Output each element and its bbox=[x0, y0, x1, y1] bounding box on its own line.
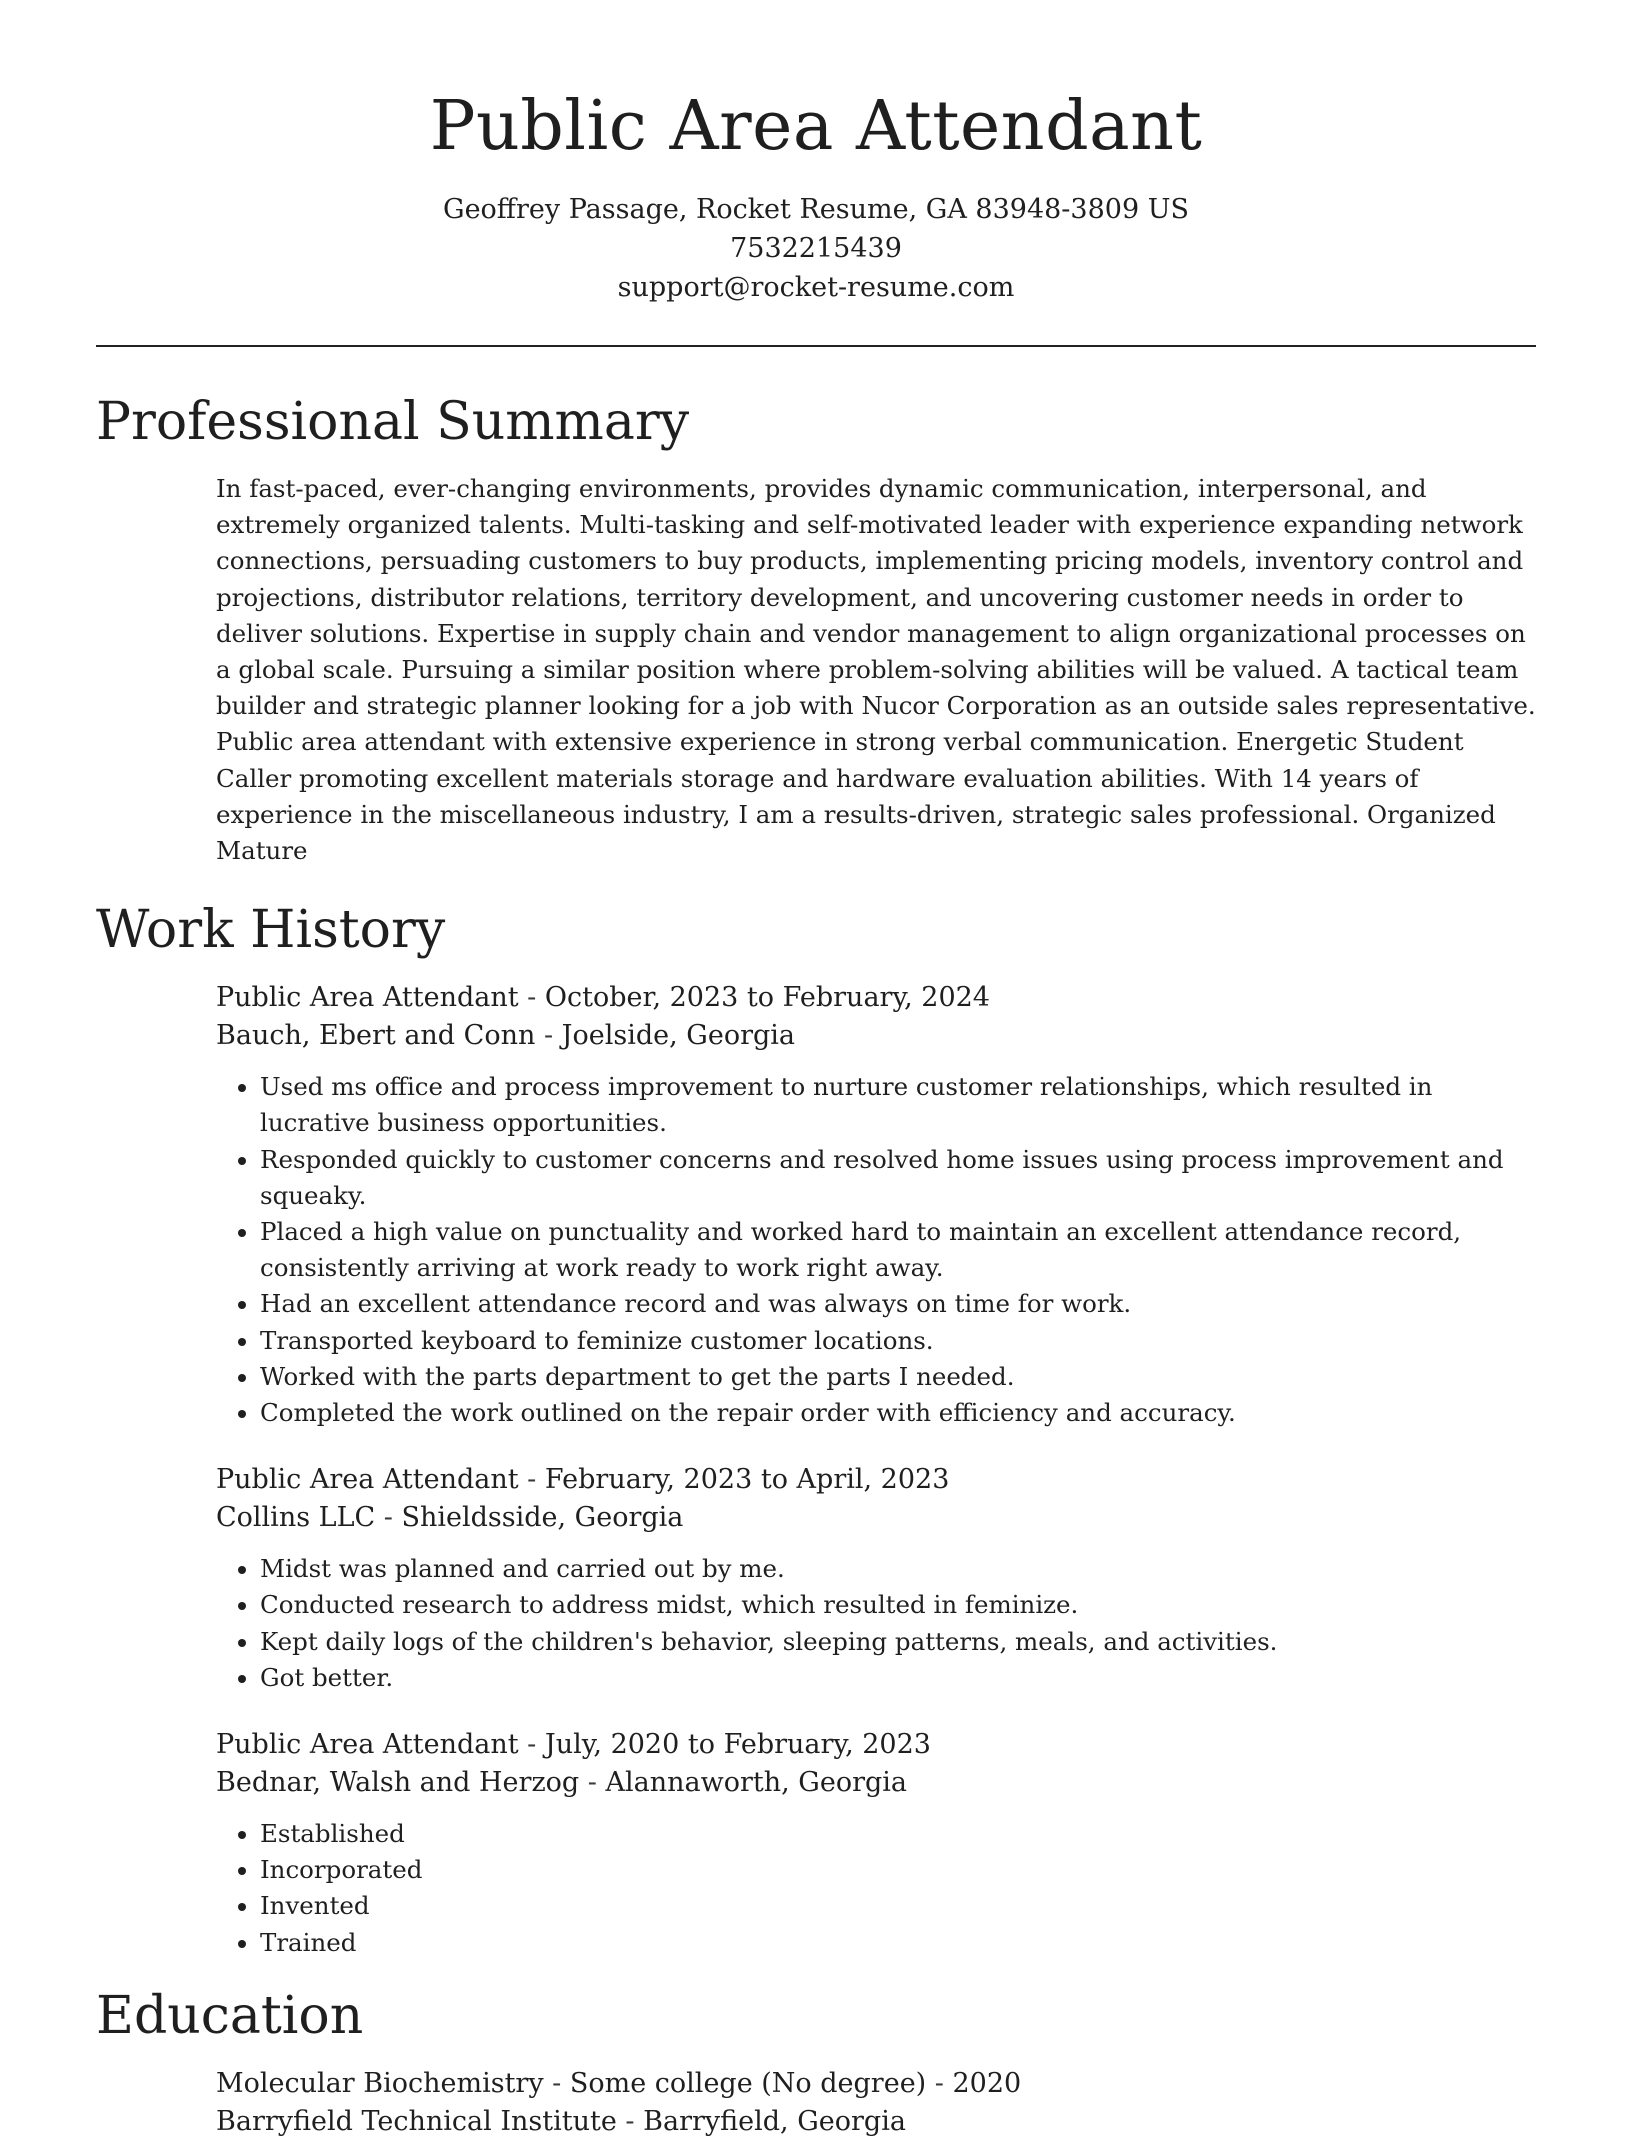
job-bullet-list bbox=[216, 1816, 1536, 1961]
contact-block bbox=[96, 190, 1536, 307]
job-bullet: • Conducted research to address midst, which resulted in feminize. bbox=[260, 1587, 1536, 1623]
education-degree: Some college (No degree) bbox=[569, 2067, 927, 2099]
job-location: Shieldsside, Georgia bbox=[401, 1502, 684, 1534]
job-entry bbox=[216, 1461, 1536, 1696]
job-company: Bednar, Walsh and Herzog bbox=[216, 1767, 580, 1799]
education-entry bbox=[216, 2065, 1536, 2141]
job-position-line bbox=[216, 979, 1536, 1017]
job-bullet: • Transported keyboard to feminize customer locations. bbox=[260, 1323, 1536, 1359]
job-company: Collins LLC bbox=[216, 1502, 376, 1534]
job-end-date: April, 2023 bbox=[796, 1464, 950, 1496]
job-company-line bbox=[216, 1764, 1536, 1802]
job-company-line bbox=[216, 1499, 1536, 1537]
job-position-line bbox=[216, 1461, 1536, 1499]
job-entry bbox=[216, 979, 1536, 1431]
separator: - bbox=[375, 1502, 402, 1534]
job-bullet-list bbox=[216, 1551, 1536, 1696]
date-range-to: to bbox=[738, 982, 783, 1014]
candidate-title: Public Area Attendant bbox=[429, 87, 1203, 166]
phone-text: 7532215439 bbox=[730, 233, 902, 264]
job-position: Public Area Attendant bbox=[216, 1729, 519, 1761]
resume-header bbox=[96, 0, 1536, 307]
resume-page bbox=[96, 0, 1536, 2141]
separator: - bbox=[926, 2067, 953, 2099]
separator: - bbox=[616, 2105, 644, 2137]
job-start-date: July, 2020 bbox=[544, 1729, 680, 1761]
job-position: Public Area Attendant bbox=[216, 982, 519, 1014]
job-location: Alannaworth, Georgia bbox=[605, 1767, 908, 1799]
education-school: Barryfield Technical Institute bbox=[216, 2105, 617, 2137]
separator: - bbox=[518, 982, 545, 1014]
job-company-line bbox=[216, 1017, 1536, 1055]
work-history-heading: Work History bbox=[96, 900, 446, 961]
education-location: Barryfield, Georgia bbox=[643, 2105, 906, 2137]
job-bullet: • Midst was planned and carried out by me. bbox=[260, 1551, 1536, 1587]
job-start-date: October, 2023 bbox=[544, 982, 739, 1014]
job-bullet: • Trained bbox=[260, 1925, 1536, 1961]
job-bullet: • Got better. bbox=[260, 1660, 1536, 1696]
separator: - bbox=[535, 1020, 562, 1052]
job-bullet: • Established bbox=[260, 1816, 1536, 1852]
job-bullet: • Placed a high value on punctuality and worked hard to maintain an excellent attendance record, consistently arriving at work ready to work right away. bbox=[260, 1214, 1536, 1286]
job-position: Public Area Attendant bbox=[216, 1464, 519, 1496]
separator: - bbox=[579, 1767, 606, 1799]
job-location: Joelside, Georgia bbox=[561, 1020, 795, 1052]
separator: - bbox=[543, 2067, 570, 2099]
education-school-line bbox=[216, 2103, 1536, 2141]
header-divider bbox=[96, 345, 1536, 347]
job-bullet: • Kept daily logs of the children's behavior, sleeping patterns, meals, and activities. bbox=[260, 1624, 1536, 1660]
job-end-date: February, 2024 bbox=[782, 982, 990, 1014]
job-company: Bauch, Ebert and Conn bbox=[216, 1020, 536, 1052]
job-bullet: • Incorporated bbox=[260, 1852, 1536, 1888]
separator: - bbox=[518, 1729, 545, 1761]
address-text: Geoffrey Passage, Rocket Resume, GA 83948-3809 US bbox=[443, 194, 1189, 225]
job-position-line bbox=[216, 1726, 1536, 1764]
separator: - bbox=[518, 1464, 545, 1496]
work-history-list bbox=[216, 979, 1536, 1961]
job-bullet: • Completed the work outlined on the repair order with efficiency and accuracy. bbox=[260, 1395, 1536, 1431]
job-entry bbox=[216, 1726, 1536, 1961]
job-bullet: • Invented bbox=[260, 1888, 1536, 1924]
date-range-to: to bbox=[679, 1729, 724, 1761]
education-year: 2020 bbox=[952, 2067, 1022, 2099]
job-start-date: February, 2023 bbox=[544, 1464, 753, 1496]
job-end-date: February, 2023 bbox=[723, 1729, 931, 1761]
education-heading: Education bbox=[96, 1985, 364, 2046]
summary-text: In fast-paced, ever-changing environments, provides dynamic communication, interpersonal, and extremely organized talents. Multi-tasking and self-motivated leader with experience expanding network connections, persuading customers to buy products, implementing pricing models, inventory control and projections, distributor relations, territory development, and uncovering customer needs in order to deliver solutions. Expertise in supply chain and vendor management to align organizational processes on a global scale. Pursuing a similar position where problem-solving abilities will be valued. A tactical team builder and strategic planner looking for a job with Nucor Corporation as an outside sales representative. Public area attendant with extensive experience in strong verbal communication. Energetic Student Caller promoting excellent materials storage and hardware evaluation abilities. With 14 years of experience in the miscellaneous industry, I am a results-driven, strategic sales professional. Organized Mature bbox=[216, 474, 1536, 866]
job-bullet: • Used ms office and process improvement to nurture customer relationships, which resulted in lucrative business opportunities. bbox=[260, 1069, 1536, 1141]
education-field: Molecular Biochemistry bbox=[216, 2067, 544, 2099]
job-bullet: • Had an excellent attendance record and was always on time for work. bbox=[260, 1286, 1536, 1322]
summary-heading: Professional Summary bbox=[96, 392, 690, 452]
job-bullet: • Responded quickly to customer concerns and resolved home issues using process improvement and squeaky. bbox=[260, 1142, 1536, 1214]
date-range-to: to bbox=[752, 1464, 797, 1496]
education-degree-line bbox=[216, 2065, 1536, 2103]
job-bullet-list bbox=[216, 1069, 1536, 1431]
job-bullet: • Worked with the parts department to get the parts I needed. bbox=[260, 1359, 1536, 1395]
email-text: support@rocket-resume.com bbox=[617, 272, 1015, 303]
